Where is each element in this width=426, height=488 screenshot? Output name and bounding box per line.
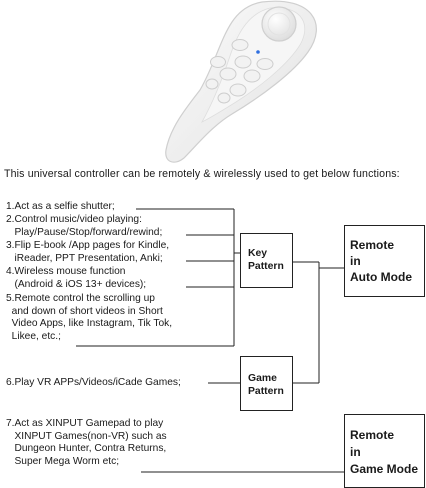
function-6: 6.Play VR APPs/Videos/iCade Games;: [6, 377, 181, 388]
game-mode-box: [344, 414, 425, 488]
game-mode-label: Remote in Game Mode: [350, 428, 419, 476]
key-pattern-label: Key Pattern: [248, 248, 284, 272]
function-4: 4.Wireless mouse function (Android & iOS 13+ devices);: [6, 266, 147, 290]
function-7: 7.Act as XINPUT Gamepad to play XINPUT Games(non-VR) such as Dungeon Hunter, Contra Returns, Super Mega Worm etc;: [6, 418, 167, 467]
function-1: 1.Act as a selfie shutter;: [6, 201, 115, 212]
function-5: 5.Remote control the scrolling up and down of short videos in Short Video Apps, like Instagram, Tik Tok, Likee, etc.;: [6, 293, 173, 342]
auto-mode-label: Remote in Auto Mode: [350, 238, 412, 284]
function-3: 3.Flip E-book /App pages for Kindle, iReader, PPT Presentation, Anki;: [6, 240, 170, 264]
auto-mode-box: [344, 225, 425, 297]
function-2: 2.Control music/video playing: Play/Pause/Stop/forward/rewind;: [6, 214, 163, 238]
intro-text: This universal controller can be remotely & wirelessly used to get below functions:: [4, 168, 400, 180]
key-pattern-box: [240, 233, 293, 288]
game-pattern-box: [240, 356, 293, 411]
game-pattern-label: Game Pattern: [248, 373, 284, 397]
